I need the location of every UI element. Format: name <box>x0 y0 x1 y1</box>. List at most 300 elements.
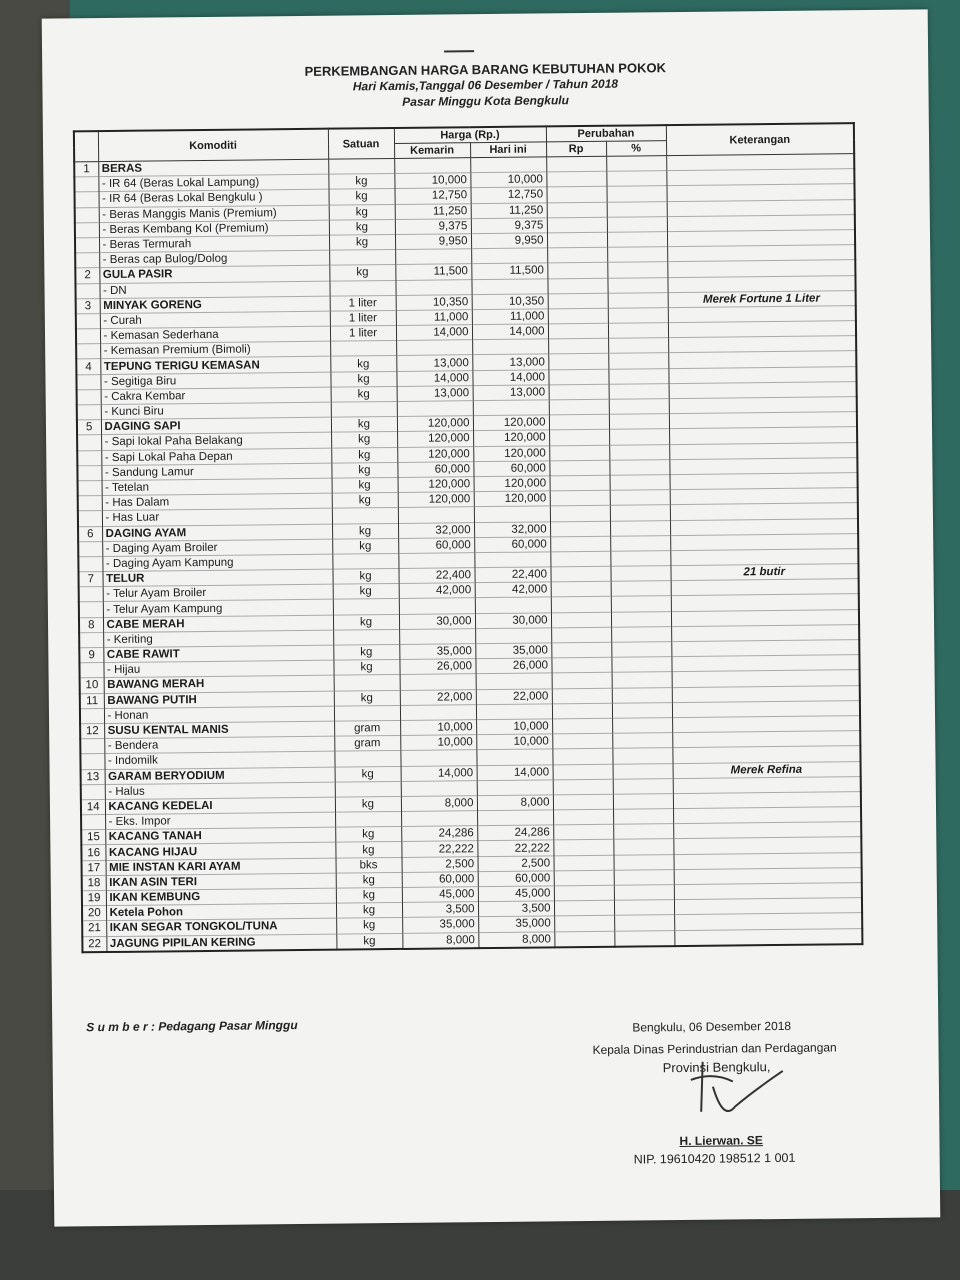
price-yesterday <box>395 249 471 265</box>
price-today: 32,000 <box>474 521 550 537</box>
row-number <box>77 435 101 450</box>
note: Merek Refina <box>673 761 861 778</box>
commodity-name: IKAN ASIN TERI <box>106 873 336 891</box>
col-komoditi: Komoditi <box>98 129 328 162</box>
commodity-name: - Segitiga Biru <box>100 372 330 390</box>
commodity-name: - Keriting <box>103 630 333 648</box>
price-today <box>477 780 553 796</box>
price-yesterday: 120,000 <box>397 446 473 462</box>
price-today <box>470 157 546 173</box>
change-pct <box>607 247 667 263</box>
price-yesterday <box>395 279 471 295</box>
change-rp <box>552 718 612 734</box>
commodity-name: - IR 64 (Beras Lokal Bengkulu ) <box>99 190 329 208</box>
price-yesterday <box>396 340 472 356</box>
note: 21 butir <box>670 564 858 581</box>
row-number <box>76 374 100 389</box>
change-rp <box>551 627 611 643</box>
price-yesterday <box>399 628 475 644</box>
change-pct <box>608 308 668 324</box>
commodity-name: - Sapi lokal Paha Belakang <box>101 433 331 451</box>
commodity-name: - Honan <box>104 706 334 724</box>
commodity-name: - Telur Ayam Broiler <box>103 584 333 602</box>
change-rp <box>550 506 610 522</box>
price-today: 14,000 <box>477 764 553 780</box>
row-number: 20 <box>82 906 106 921</box>
change-pct <box>612 733 672 749</box>
unit <box>333 629 399 645</box>
price-today: 45,000 <box>478 886 554 902</box>
change-rp <box>547 232 607 248</box>
commodity-name: SUSU KENTAL MANIS <box>104 721 334 739</box>
change-rp <box>549 399 609 415</box>
change-rp <box>550 566 610 582</box>
change-pct <box>608 368 668 384</box>
change-pct <box>612 672 672 688</box>
commodity-name: - Daging Ayam Kampung <box>102 554 332 572</box>
commodity-name: - Kunci Biru <box>101 402 331 420</box>
change-rp <box>547 263 607 279</box>
change-pct <box>613 854 673 870</box>
change-pct <box>610 520 670 536</box>
change-rp <box>554 931 614 947</box>
commodity-name: - Halus <box>105 782 335 800</box>
unit: kg <box>329 265 395 281</box>
source-note: S u m b e r : Pedagang Pasar Minggu <box>86 1018 298 1035</box>
change-rp <box>554 916 614 932</box>
commodity-name: - Kemasan Premium (Bimoli) <box>100 341 330 359</box>
price-today <box>474 552 550 568</box>
row-number: 3 <box>76 298 100 313</box>
doc-date-line: Hari Kamis,Tanggal 06 Desember / Tahun 2018 <box>352 76 619 94</box>
price-yesterday: 14,000 <box>396 325 472 341</box>
unit: kg <box>328 174 394 190</box>
change-pct <box>610 566 670 582</box>
change-pct <box>608 323 668 339</box>
price-today: 13,000 <box>473 385 549 401</box>
commodity-name: IKAN SEGAR TONGKOL/TUNA <box>106 919 336 937</box>
unit: kg <box>331 386 397 402</box>
commodity-name: - Beras Kembang Kol (Premium) <box>99 220 329 238</box>
row-number <box>78 511 102 526</box>
change-rp <box>553 809 613 825</box>
unit <box>329 280 395 296</box>
change-pct <box>606 186 666 202</box>
price-yesterday: 12,750 <box>395 188 471 204</box>
col-keterangan: Keterangan <box>666 123 854 155</box>
change-rp <box>546 156 606 172</box>
change-pct <box>607 216 667 232</box>
unit: kg <box>329 189 395 205</box>
price-today: 22,222 <box>477 840 553 856</box>
row-number <box>76 344 100 359</box>
price-today: 22,400 <box>474 567 550 583</box>
change-pct <box>612 718 672 734</box>
price-today: 60,000 <box>474 537 550 553</box>
price-today: 35,000 <box>478 916 554 932</box>
price-today: 10,000 <box>476 719 552 735</box>
price-today <box>475 597 551 613</box>
official-name: H. Lierwan. SE <box>679 1133 763 1149</box>
price-yesterday: 11,250 <box>395 203 471 219</box>
row-number <box>79 602 103 617</box>
unit: kg <box>329 204 395 220</box>
commodity-name: GARAM BERYODIUM <box>105 767 335 785</box>
change-rp <box>550 536 610 552</box>
price-yesterday: 8,000 <box>401 796 477 812</box>
price-today: 14,000 <box>472 324 548 340</box>
commodity-name: BAWANG PUTIH <box>104 691 334 709</box>
commodity-name: GULA PASIR <box>99 265 329 283</box>
top-mark <box>444 50 474 52</box>
change-rp <box>554 900 614 916</box>
row-number: 12 <box>80 723 104 738</box>
price-yesterday: 60,000 <box>398 537 474 553</box>
change-pct <box>612 687 672 703</box>
price-today <box>476 673 552 689</box>
commodity-name: DAGING SAPI <box>101 417 331 435</box>
unit: kg <box>332 477 398 493</box>
commodity-name: - Bendera <box>104 736 334 754</box>
price-yesterday: 26,000 <box>399 659 475 675</box>
row-number <box>75 238 99 253</box>
unit <box>334 751 400 767</box>
change-rp <box>550 475 610 491</box>
change-pct <box>608 338 668 354</box>
unit: kg <box>330 356 396 372</box>
price-yesterday: 11,000 <box>396 310 472 326</box>
change-pct <box>614 900 674 916</box>
change-rp <box>551 642 611 658</box>
change-pct <box>611 581 671 597</box>
change-pct <box>613 763 673 779</box>
price-today: 11,000 <box>472 309 548 325</box>
price-today: 60,000 <box>478 871 554 887</box>
unit: kg <box>334 690 400 706</box>
change-rp <box>547 202 607 218</box>
change-rp <box>553 794 613 810</box>
commodity-name: KACANG KEDELAI <box>105 797 335 815</box>
row-number <box>75 283 99 298</box>
col-rp: Rp <box>546 141 606 157</box>
change-pct <box>613 778 673 794</box>
change-rp <box>547 247 607 263</box>
change-pct <box>614 930 674 946</box>
commodity-name: - Beras cap Bulog/Dolog <box>99 250 329 268</box>
price-yesterday: 9,375 <box>395 218 471 234</box>
unit: kg <box>333 644 399 660</box>
change-rp <box>549 430 609 446</box>
row-number: 7 <box>78 572 102 587</box>
change-rp <box>553 840 613 856</box>
change-rp <box>552 703 612 719</box>
unit <box>328 158 394 174</box>
official-role: Kepala Dinas Perindustrian dan Perdagangan <box>592 1040 837 1057</box>
row-number: 9 <box>79 648 103 663</box>
row-number: 5 <box>77 420 101 435</box>
change-rp <box>549 414 609 430</box>
price-today <box>472 339 548 355</box>
price-yesterday: 14,000 <box>396 370 472 386</box>
col-satuan: Satuan <box>328 128 394 159</box>
unit: kg <box>332 538 398 554</box>
price-yesterday: 120,000 <box>398 492 474 508</box>
row-number: 18 <box>82 875 106 890</box>
unit <box>332 508 398 524</box>
unit: kg <box>336 918 402 934</box>
row-number <box>81 815 105 830</box>
row-number <box>80 739 104 754</box>
change-pct <box>607 201 667 217</box>
commodity-name: - Indomilk <box>104 751 334 769</box>
commodity-name: - Beras Termurah <box>99 235 329 253</box>
row-number: 8 <box>79 617 103 632</box>
price-today: 2,500 <box>477 855 553 871</box>
change-rp <box>546 171 606 187</box>
change-pct <box>609 399 669 415</box>
unit: kg <box>332 493 398 509</box>
unit <box>332 553 398 569</box>
unit: kg <box>336 872 402 888</box>
row-number <box>77 405 101 420</box>
change-pct <box>609 459 669 475</box>
price-yesterday: 11,500 <box>395 264 471 280</box>
change-pct <box>610 550 670 566</box>
change-rp <box>550 551 610 567</box>
change-pct <box>613 793 673 809</box>
row-number: 10 <box>80 678 104 693</box>
commodity-name: CABE MERAH <box>103 615 333 633</box>
row-number <box>76 329 100 344</box>
price-today: 60,000 <box>473 461 549 477</box>
price-today <box>471 248 547 264</box>
commodity-name: KACANG TANAH <box>105 827 335 845</box>
price-today: 14,000 <box>472 370 548 386</box>
commodity-name: - Has Luar <box>102 508 332 526</box>
unit: kg <box>331 417 397 433</box>
change-pct <box>608 292 668 308</box>
price-yesterday: 60,000 <box>397 461 473 477</box>
price-today: 3,500 <box>478 901 554 917</box>
commodity-name: DAGING AYAM <box>102 524 332 542</box>
change-pct <box>610 535 670 551</box>
change-rp <box>547 278 607 294</box>
commodity-name: - Kemasan Sederhana <box>100 326 330 344</box>
price-yesterday <box>397 401 473 417</box>
change-pct <box>614 869 674 885</box>
commodity-name: MIE INSTAN KARI AYAM <box>106 858 336 876</box>
change-pct <box>612 748 672 764</box>
price-today: 120,000 <box>474 476 550 492</box>
price-today <box>476 749 552 765</box>
change-rp <box>550 521 610 537</box>
col-pct: % <box>606 141 666 157</box>
commodity-name: - Beras Manggis Manis (Premium) <box>99 205 329 223</box>
price-yesterday: 14,000 <box>401 765 477 781</box>
price-today: 26,000 <box>475 658 551 674</box>
unit <box>330 341 396 357</box>
price-today <box>474 506 550 522</box>
price-yesterday <box>401 811 477 827</box>
commodity-name: JAGUNG PIPILAN KERING <box>106 934 336 952</box>
unit: kg <box>335 827 401 843</box>
change-rp <box>548 323 608 339</box>
note <box>674 928 862 946</box>
price-yesterday: 10,350 <box>396 294 472 310</box>
change-rp <box>548 369 608 385</box>
official-nip: NIP. 19610420 198512 1 001 <box>633 1150 796 1167</box>
row-number: 15 <box>81 830 105 845</box>
change-rp <box>551 612 611 628</box>
unit <box>329 250 395 266</box>
price-today: 35,000 <box>475 643 551 659</box>
change-pct <box>614 885 674 901</box>
row-number <box>75 192 99 207</box>
unit: kg <box>336 887 402 903</box>
row-number <box>78 541 102 556</box>
change-pct <box>610 475 670 491</box>
unit: kg <box>332 569 398 585</box>
row-number <box>77 389 101 404</box>
row-number: 4 <box>76 359 100 374</box>
price-yesterday: 22,000 <box>400 689 476 705</box>
price-today: 11,250 <box>471 202 547 218</box>
col-kemarin: Kemarin <box>394 143 470 159</box>
price-yesterday: 60,000 <box>402 871 478 887</box>
commodity-name: - Curah <box>100 311 330 329</box>
commodity-name: - Eks. Impor <box>105 812 335 830</box>
price-yesterday: 35,000 <box>399 644 475 660</box>
change-rp <box>551 657 611 673</box>
row-number <box>77 465 101 480</box>
price-today <box>477 810 553 826</box>
unit <box>334 705 400 721</box>
unit: kg <box>329 219 395 235</box>
doc-title: PERKEMBANGAN HARGA BARANG KEBUTUHAN POKOK <box>304 60 666 79</box>
row-number: 1 <box>74 162 98 177</box>
price-yesterday <box>398 507 474 523</box>
row-number <box>76 313 100 328</box>
price-today: 120,000 <box>474 491 550 507</box>
doc-market: Pasar Minggu Kota Bengkulu <box>402 93 569 109</box>
price-today: 12,750 <box>470 187 546 203</box>
unit: kg <box>330 371 396 387</box>
row-number <box>78 496 102 511</box>
unit: kg <box>331 447 397 463</box>
change-rp <box>548 354 608 370</box>
row-number <box>80 708 104 723</box>
change-pct <box>611 657 671 673</box>
row-number <box>80 754 104 769</box>
unit: gram <box>334 736 400 752</box>
commodity-name: - Telur Ayam Kampung <box>103 600 333 618</box>
change-rp <box>546 187 606 203</box>
price-yesterday: 35,000 <box>402 917 478 933</box>
row-number: 19 <box>82 891 106 906</box>
unit: kg <box>335 842 401 858</box>
change-rp <box>551 597 611 613</box>
change-pct <box>613 824 673 840</box>
change-rp <box>552 688 612 704</box>
change-pct <box>609 444 669 460</box>
unit: kg <box>333 660 399 676</box>
price-yesterday: 3,500 <box>402 902 478 918</box>
official-province: Provinsi Bengkulu, <box>662 1059 771 1076</box>
change-pct <box>609 429 669 445</box>
price-yesterday <box>400 750 476 766</box>
change-pct <box>607 232 667 248</box>
price-yesterday: 32,000 <box>398 522 474 538</box>
price-yesterday: 2,500 <box>401 856 477 872</box>
commodity-name: BERAS <box>98 159 328 177</box>
change-rp <box>549 445 609 461</box>
price-today: 42,000 <box>475 582 551 598</box>
commodity-name: - Tetelan <box>102 478 332 496</box>
change-pct <box>611 626 671 642</box>
unit: kg <box>331 432 397 448</box>
price-yesterday: 22,222 <box>401 841 477 857</box>
change-pct <box>609 414 669 430</box>
change-rp <box>549 460 609 476</box>
row-number: 6 <box>78 526 102 541</box>
col-no <box>74 131 98 162</box>
change-pct <box>610 490 670 506</box>
change-pct <box>609 383 669 399</box>
place-date: Bengkulu, 06 Desember 2018 <box>632 1018 792 1035</box>
row-number <box>79 632 103 647</box>
price-yesterday: 42,000 <box>399 583 475 599</box>
change-pct <box>610 505 670 521</box>
col-harga: Harga (Rp.) <box>394 126 546 143</box>
price-today: 9,950 <box>471 233 547 249</box>
unit <box>335 812 401 828</box>
change-pct <box>611 642 671 658</box>
commodity-name: - Hijau <box>103 660 333 678</box>
price-yesterday: 9,950 <box>395 234 471 250</box>
price-yesterday: 22,400 <box>398 568 474 584</box>
commodity-name: TEPUNG TERIGU KEMASAN <box>100 357 330 375</box>
unit <box>334 675 400 691</box>
change-rp <box>553 764 613 780</box>
change-pct <box>607 277 667 293</box>
price-yesterday: 10,000 <box>400 735 476 751</box>
commodity-name: - Sandung Lamur <box>101 463 331 481</box>
commodity-name: - Has Dalam <box>102 493 332 511</box>
change-rp <box>548 339 608 355</box>
price-yesterday: 120,000 <box>397 416 473 432</box>
row-number: 2 <box>75 268 99 283</box>
change-rp <box>553 779 613 795</box>
price-yesterday: 45,000 <box>402 887 478 903</box>
change-pct <box>612 702 672 718</box>
commodity-name: IKAN KEMBUNG <box>106 888 336 906</box>
price-today: 9,375 <box>471 218 547 234</box>
change-rp <box>550 490 610 506</box>
unit: 1 liter <box>330 326 396 342</box>
commodity-name: MINYAK GORENG <box>100 296 330 314</box>
price-yesterday: 13,000 <box>397 385 473 401</box>
unit: kg <box>331 462 397 478</box>
price-yesterday <box>400 674 476 690</box>
commodity-name: - Sapi Lokal Paha Depan <box>101 448 331 466</box>
row-number: 22 <box>82 936 106 952</box>
price-yesterday: 24,286 <box>401 826 477 842</box>
commodity-name: - Daging Ayam Broiler <box>102 539 332 557</box>
price-today <box>471 278 547 294</box>
change-pct <box>613 839 673 855</box>
unit: kg <box>336 933 402 949</box>
row-number <box>75 222 99 237</box>
